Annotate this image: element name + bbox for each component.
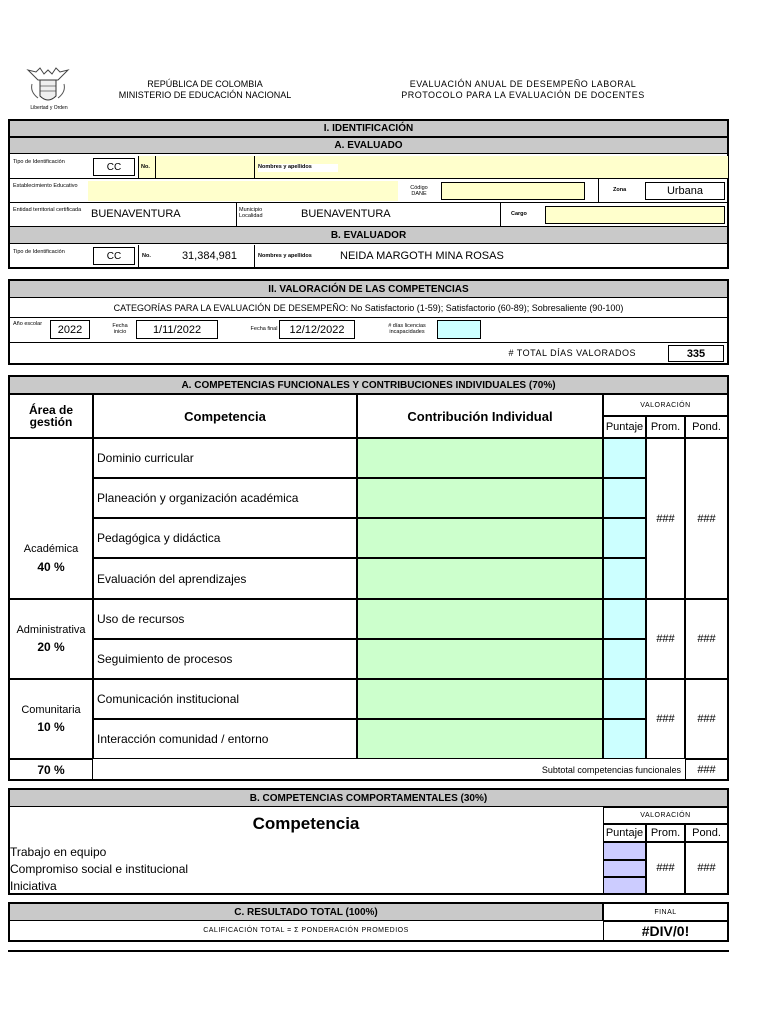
divider	[254, 245, 255, 268]
contribucion-input[interactable]	[357, 599, 603, 639]
divider	[9, 202, 728, 203]
divider	[500, 203, 501, 226]
anio-field[interactable]: 2022	[50, 320, 90, 339]
puntaje-header: Puntaje	[603, 416, 646, 438]
pond-comunitaria: ###	[685, 679, 728, 759]
subtotal-label: Subtotal competencias funcionales	[541, 764, 681, 775]
comportamental-item: Iniciativa	[10, 878, 57, 893]
puntaje-input[interactable]	[603, 518, 646, 558]
prom-academica: ###	[646, 438, 685, 599]
competencia-row: Planeación y organización académica	[93, 478, 357, 518]
puntaje-input[interactable]	[603, 478, 646, 518]
header-protocol: PROTOCOLO PARA LA EVALUACIÓN DE DOCENTES	[401, 89, 645, 100]
competencia-row: Seguimiento de procesos	[93, 639, 357, 679]
contribucion-input[interactable]	[357, 558, 603, 599]
contribucion-input[interactable]	[357, 518, 603, 558]
evaluador-nombres-label: Nombres y apellidos	[258, 253, 312, 259]
pond-academica: ###	[685, 438, 728, 599]
fecha-final-field[interactable]: 12/12/2022	[279, 320, 355, 339]
contribucion-input[interactable]	[357, 438, 603, 478]
contribucion-input[interactable]	[357, 679, 603, 719]
prom-administrativa: ###	[646, 599, 685, 679]
municipio-label: Municipio Localidad	[239, 207, 263, 219]
puntaje-input[interactable]	[603, 558, 646, 599]
tipo-id-field[interactable]: CC	[93, 158, 135, 176]
area-administrativa-name: Administrativa	[16, 624, 86, 636]
evaluador-nombres-field[interactable]: NEIDA MARGOTH MINA ROSAS	[340, 250, 504, 262]
prom-comunitaria: ###	[646, 679, 685, 759]
puntaje-input[interactable]	[603, 679, 646, 719]
valoracion-header: VALORACIÓN	[603, 394, 728, 416]
comportamental-item: Trabajo en equipo	[10, 844, 107, 859]
valoracion-title: II. VALORACIÓN DE LAS COMPETENCIAS	[9, 280, 728, 298]
establecimiento-label: Establecimiento Educativo	[13, 183, 78, 189]
area-academica-name: Académica	[23, 543, 79, 555]
comportamentales-prom-header: Prom.	[646, 824, 685, 842]
header-republic: REPÚBLICA DE COLOMBIA	[147, 78, 263, 89]
evaluado-title: A. EVALUADO	[9, 137, 728, 154]
area-administrativa-pct: 20 %	[37, 640, 65, 654]
divider	[254, 156, 255, 178]
cargo-field[interactable]	[545, 206, 725, 224]
fecha-inicio-field[interactable]: 1/11/2022	[136, 320, 218, 339]
divider	[138, 245, 139, 268]
funcionales-title: A. COMPETENCIAS FUNCIONALES Y CONTRIBUCIONES INDIVIDUALES (70%)	[9, 376, 728, 394]
contribucion-input[interactable]	[357, 639, 603, 679]
municipio-field[interactable]: BUENAVENTURA	[301, 208, 391, 220]
area-administrativa	[9, 599, 93, 679]
comportamentales-puntaje-header: Puntaje	[603, 824, 646, 842]
area-header: Área de gestión	[9, 394, 93, 438]
comportamental-puntaje-input[interactable]	[603, 860, 646, 877]
dias-label: # días licencias incapacidades	[388, 323, 426, 335]
evaluador-no-field[interactable]: 31,384,981	[181, 250, 237, 262]
puntaje-input[interactable]	[603, 599, 646, 639]
total-dias-label: # TOTAL DÍAS VALORADOS	[508, 348, 636, 358]
puntaje-input[interactable]	[603, 719, 646, 759]
subtotal-pct: 70 %	[9, 759, 93, 780]
subtotal-value: ###	[685, 759, 728, 780]
header-eval-title: EVALUACIÓN ANUAL DE DESEMPEÑO LABORAL	[409, 78, 637, 89]
contribucion-header: Contribución Individual	[357, 394, 603, 438]
final-value: #DIV/0!	[603, 921, 728, 941]
zona-field[interactable]: Urbana	[645, 182, 725, 200]
categorias-text: CATEGORÍAS PARA LA EVALUACIÓN DE DESEMPEÑO: No Satisfactorio (1-59); Satisfactorio (60-89); Sobresaliente (90-100)	[113, 303, 624, 313]
tipo-id-label: Tipo de Identificación	[13, 159, 65, 165]
bottom-rule	[8, 950, 729, 952]
comportamental-puntaje-input[interactable]	[603, 877, 646, 894]
prom-header: Prom.	[646, 416, 685, 438]
competencia-row: Interacción comunidad / entorno	[93, 719, 357, 759]
identificacion-title: I. IDENTIFICACIÓN	[9, 120, 728, 137]
competencia-row: Comunicación institucional	[93, 679, 357, 719]
evaluador-tipo-id-field[interactable]: CC	[93, 247, 135, 265]
pond-administrativa: ###	[685, 599, 728, 679]
comportamentales-valoracion-header: VALORACIÓN	[603, 807, 728, 824]
establecimiento-field[interactable]	[88, 181, 398, 201]
fecha-inicio-label: Fecha inicio	[112, 323, 128, 335]
motto: Libertad y Orden	[30, 105, 68, 111]
codigo-label: Código DANE	[410, 185, 428, 197]
area-comunitaria-name: Comunitaria	[21, 704, 81, 716]
total-dias-value: 335	[668, 345, 724, 362]
cargo-label: Cargo	[511, 211, 527, 217]
comportamentales-title: B. COMPETENCIAS COMPORTAMENTALES (30%)	[9, 789, 728, 807]
divider	[598, 179, 599, 202]
competencia-row: Dominio curricular	[93, 438, 357, 478]
evaluador-title: B. EVALUADOR	[9, 226, 728, 244]
divider	[155, 156, 156, 178]
puntaje-input[interactable]	[603, 438, 646, 478]
header-ministry: MINISTERIO DE EDUCACIÓN NACIONAL	[118, 89, 292, 100]
competencia-row: Uso de recursos	[93, 599, 357, 639]
codigo-field[interactable]	[441, 182, 585, 200]
contribucion-input[interactable]	[357, 478, 603, 518]
divider	[9, 317, 728, 318]
area-academica-pct: 40 %	[37, 560, 65, 574]
entidad-label: Entidad territorial certificada	[13, 207, 82, 213]
competencia-header: Competencia	[93, 394, 357, 438]
comportamentales-pond-header: Pond.	[685, 824, 728, 842]
divider	[138, 156, 139, 178]
comportamental-item: Compromiso social e institucional	[10, 861, 189, 876]
anio-label: Año escolar	[13, 321, 43, 327]
divider	[9, 178, 728, 179]
area-comunitaria	[9, 679, 93, 759]
comportamentales-competencia-header: Competencia	[252, 814, 360, 833]
divider	[236, 203, 237, 226]
evaluador-no-label: No.	[142, 253, 151, 259]
evaluador-tipo-id-label: Tipo de Identificación	[13, 249, 65, 255]
area-academica	[9, 438, 93, 599]
final-label: FINAL	[603, 903, 728, 921]
zona-label: Zona	[613, 187, 627, 193]
comportamental-prom: ###	[646, 842, 685, 894]
entidad-field[interactable]: BUENAVENTURA	[91, 208, 181, 220]
puntaje-input[interactable]	[603, 639, 646, 679]
no-label: No.	[141, 164, 150, 170]
divider	[9, 342, 728, 343]
resultado-title: C. RESULTADO TOTAL (100%)	[9, 903, 603, 921]
dias-field[interactable]	[437, 320, 481, 339]
contribucion-input[interactable]	[357, 719, 603, 759]
area-comunitaria-pct: 10 %	[37, 720, 65, 734]
nombres-field[interactable]	[340, 158, 725, 176]
comportamental-puntaje-input[interactable]	[603, 842, 646, 860]
competencia-row: Pedagógica y didáctica	[93, 518, 357, 558]
comportamental-pond: ###	[685, 842, 728, 894]
nombres-label: Nombres y apellidos	[258, 164, 338, 172]
no-field[interactable]	[157, 158, 252, 176]
calificacion-label: CALIFICACIÓN TOTAL = Σ PONDERACIÓN PROMEDIOS	[203, 926, 409, 934]
pond-header: Pond.	[685, 416, 728, 438]
competencia-row: Evaluación del aprendizajes	[93, 558, 357, 599]
fecha-final-label: Fecha final	[250, 326, 278, 332]
